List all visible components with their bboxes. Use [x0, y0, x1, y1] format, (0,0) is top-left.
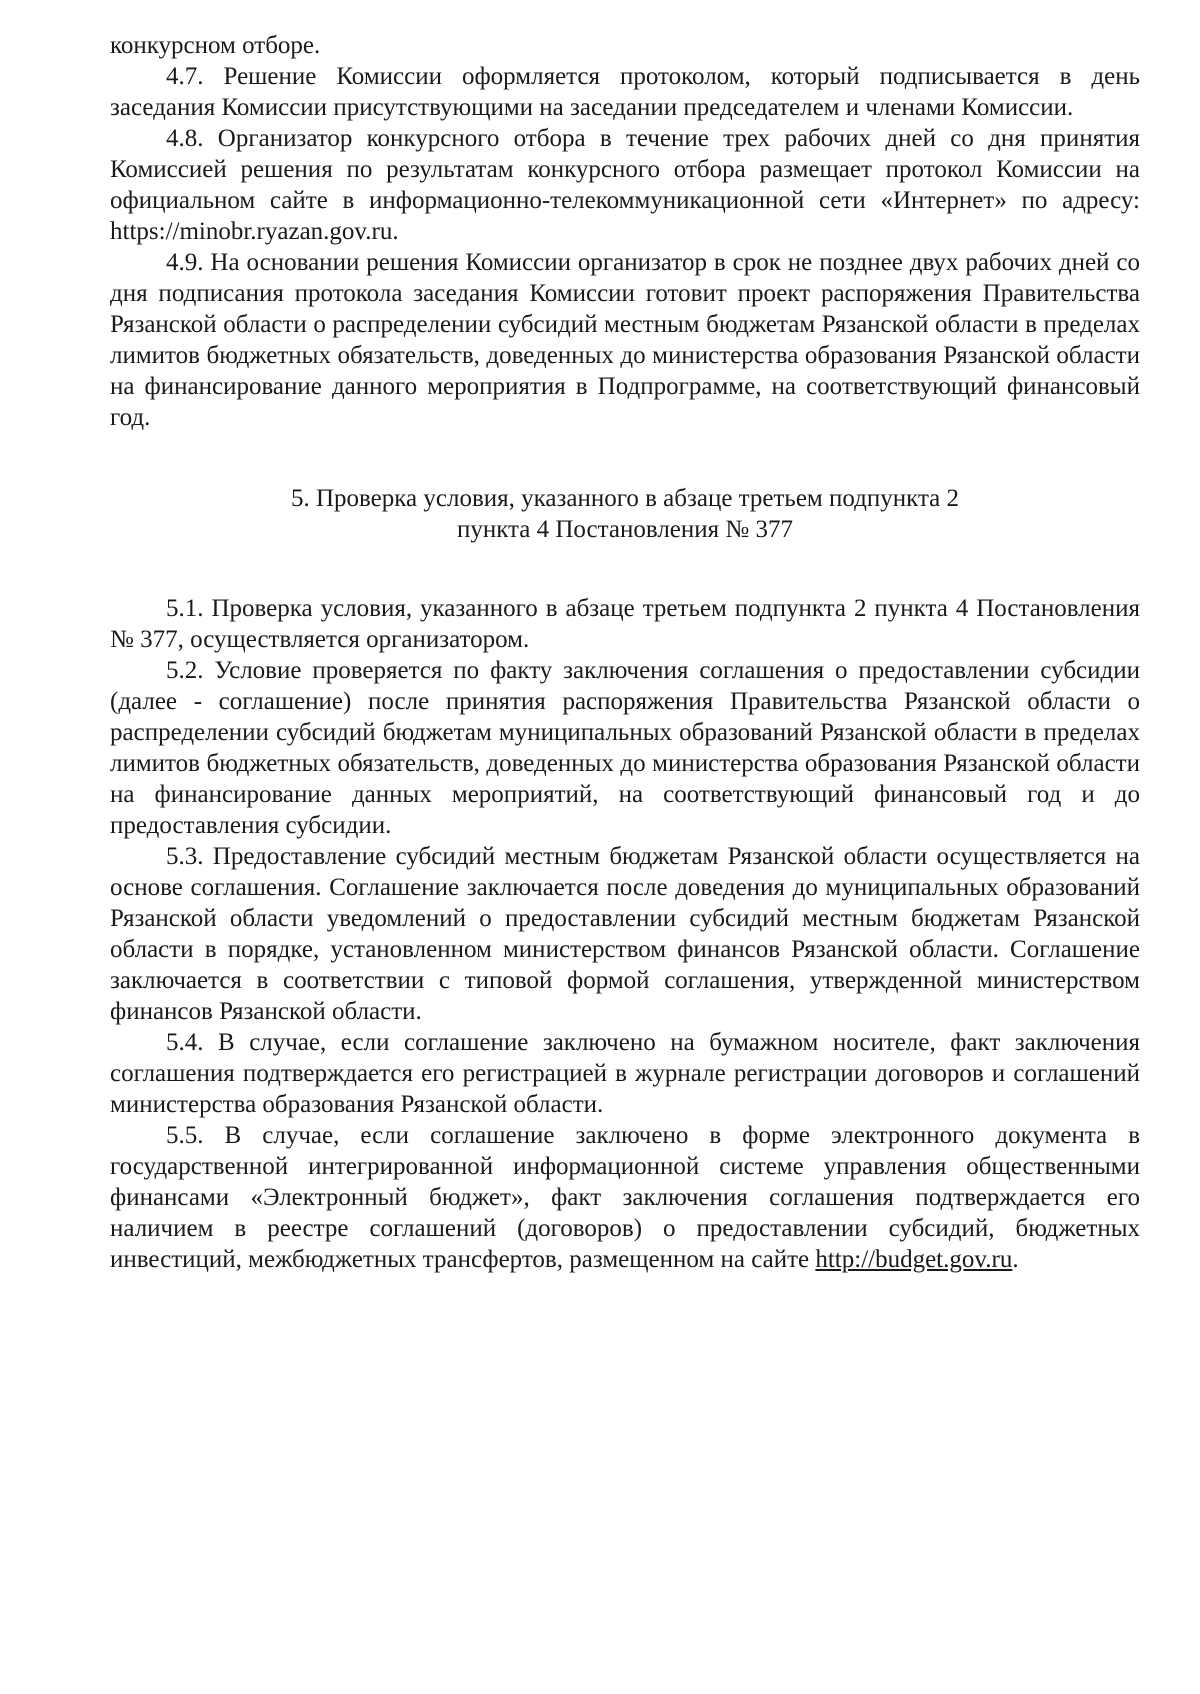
paragraph-5-5-text: 5.5. В случае, если соглашение заключено в форме электронного документа в государственной интегрированной информационной системе управления общественными финансами «Электронный бюджет», факт заключения соглашения подтверждается его наличием в реестре соглашений (договоров) о предоставлении субсидий, бюджетных инвестиций, межбюджетных трансфертов, размещенном на сайте: [110, 1122, 1140, 1273]
paragraph-5-4: 5.4. В случае, если соглашение заключено на бумажном носителе, факт заключения соглашения подтверждается его регистрацией в журнале регистрации договоров и соглашений министерства образования Рязанской области.: [110, 1029, 1140, 1118]
section-5-heading: [110, 483, 1140, 545]
continuation-text: конкурсном отборе.: [110, 32, 321, 59]
document-page: [110, 30, 1140, 1275]
section-5-heading-line2: пункта 4 Постановления № 377: [456, 516, 794, 543]
section-5-heading-line1: 5. Проверка условия, указанного в абзаце третьем подпункта 2: [290, 485, 960, 512]
paragraph-5-5: [110, 1120, 1140, 1275]
paragraph-5-3: 5.3. Предоставление субсидий местным бюджетам Рязанской области осуществляется на основе соглашения. Соглашение заключается после доведения до муниципальных образований Рязанской области уведомлений о предоставлении субсидий местным бюджетам Рязанской области в порядке, установленном министерством финансов Рязанской области. Соглашение заключается в соответствии с типовой формой соглашения, утвержденной министерством финансов Рязанской области.: [110, 843, 1140, 1025]
paragraph-5-2: 5.2. Условие проверяется по факту заключения соглашения о предоставлении субсидии (далее - соглашение) после принятия распоряжения Правительства Рязанской области о распределении субсидий бюджетам муниципальных образований Рязанской области в пределах лимитов бюджетных обязательств, доведенных до министерства образования Рязанской области на финансирование данных мероприятий, на соответствующий финансовый год и до предоставления субсидии.: [110, 657, 1140, 839]
paragraph-4-8: 4.8. Организатор конкурсного отбора в течение трех рабочих дней со дня принятия Комиссией решения по результатам конкурсного отбора размещает протокол Комиссии на официальном сайте в информационно-телекоммуникационной сети «Интернет» по адресу: https://minobr.ryazan.gov.ru.: [110, 125, 1140, 245]
paragraph-5-1: 5.1. Проверка условия, указанного в абзаце третьем подпункта 2 пункта 4 Постановления № 377, осуществляется организатором.: [110, 595, 1140, 653]
paragraph-4-9: 4.9. На основании решения Комиссии организатор в срок не позднее двух рабочих дней со дня подписания протокола заседания Комиссии готовит проект распоряжения Правительства Рязанской области о распределении субсидий местным бюджетам Рязанской области в пределах лимитов бюджетных обязательств, доведенных до министерства образования Рязанской области на финансирование данного мероприятия в Подпрограмме, на соответствующий финансовый год.: [110, 249, 1140, 431]
budget-site-link[interactable]: http://budget.gov.ru: [815, 1246, 1013, 1273]
paragraph-5-5-tail: .: [1012, 1246, 1019, 1273]
paragraph-4-7: 4.7. Решение Комиссии оформляется протоколом, который подписывается в день заседания Комиссии присутствующими на заседании председателем и членами Комиссии.: [110, 63, 1140, 121]
